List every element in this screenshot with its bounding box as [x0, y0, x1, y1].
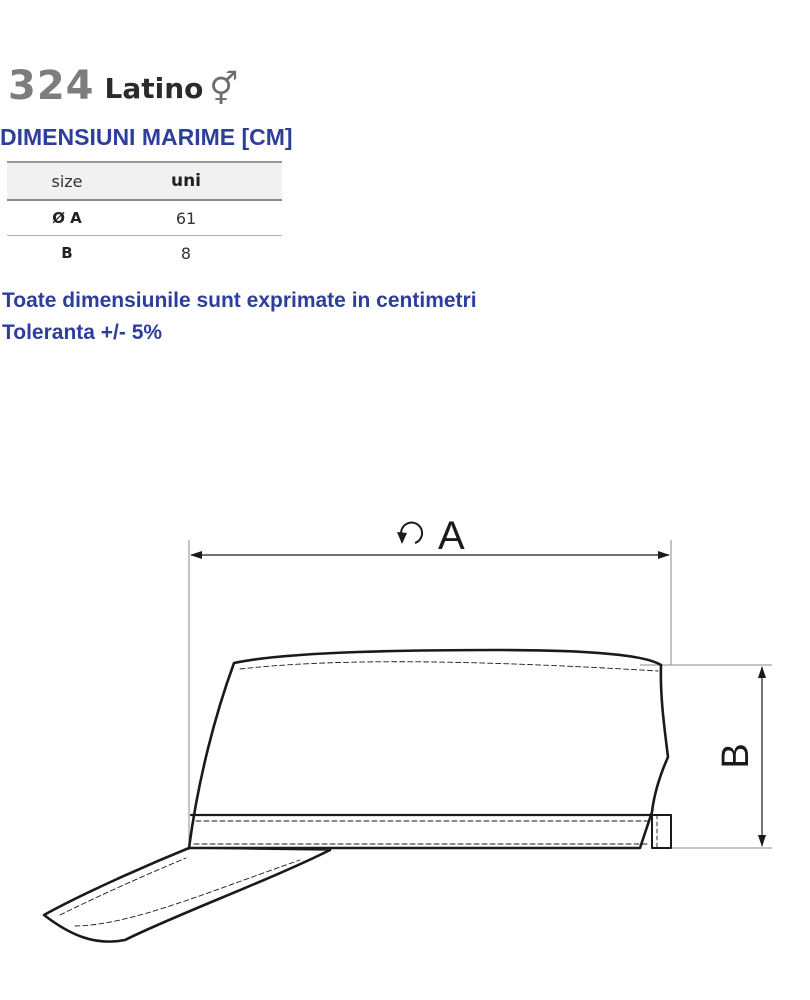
header-size-label: size	[51, 171, 83, 191]
section-title: DIMENSIUNI MARIME [CM]	[0, 124, 293, 150]
row-value-b: 8	[180, 243, 192, 263]
size-table	[7, 161, 282, 270]
size-table-header	[7, 161, 282, 201]
dimension-a	[189, 514, 671, 850]
table-row	[7, 236, 282, 270]
unisex-symbol-icon: ⚥	[209, 70, 239, 108]
cap-illustration	[44, 650, 671, 942]
circumference-rotate-icon	[397, 523, 422, 544]
cap-strap	[652, 815, 671, 848]
row-label-a: Ø A	[52, 209, 82, 227]
dimension-b-label: B	[715, 743, 757, 769]
header-uni-label: uni	[170, 171, 202, 191]
model-number: 324	[8, 63, 95, 109]
table-row	[7, 201, 282, 236]
cap-visor	[44, 848, 330, 942]
model-name: Latino	[104, 72, 204, 105]
cap-diagram	[0, 500, 810, 960]
dimension-b	[640, 665, 772, 848]
product-header	[8, 56, 239, 109]
row-value-a: 61	[175, 208, 197, 228]
row-label-b: B	[61, 244, 73, 262]
dimension-a-label: A	[438, 514, 465, 558]
tolerance-note: Toleranta +/- 5%	[2, 321, 163, 344]
units-note: Toate dimensiunile sunt exprimate in centimetri	[2, 289, 477, 312]
cap-crown	[189, 650, 668, 848]
